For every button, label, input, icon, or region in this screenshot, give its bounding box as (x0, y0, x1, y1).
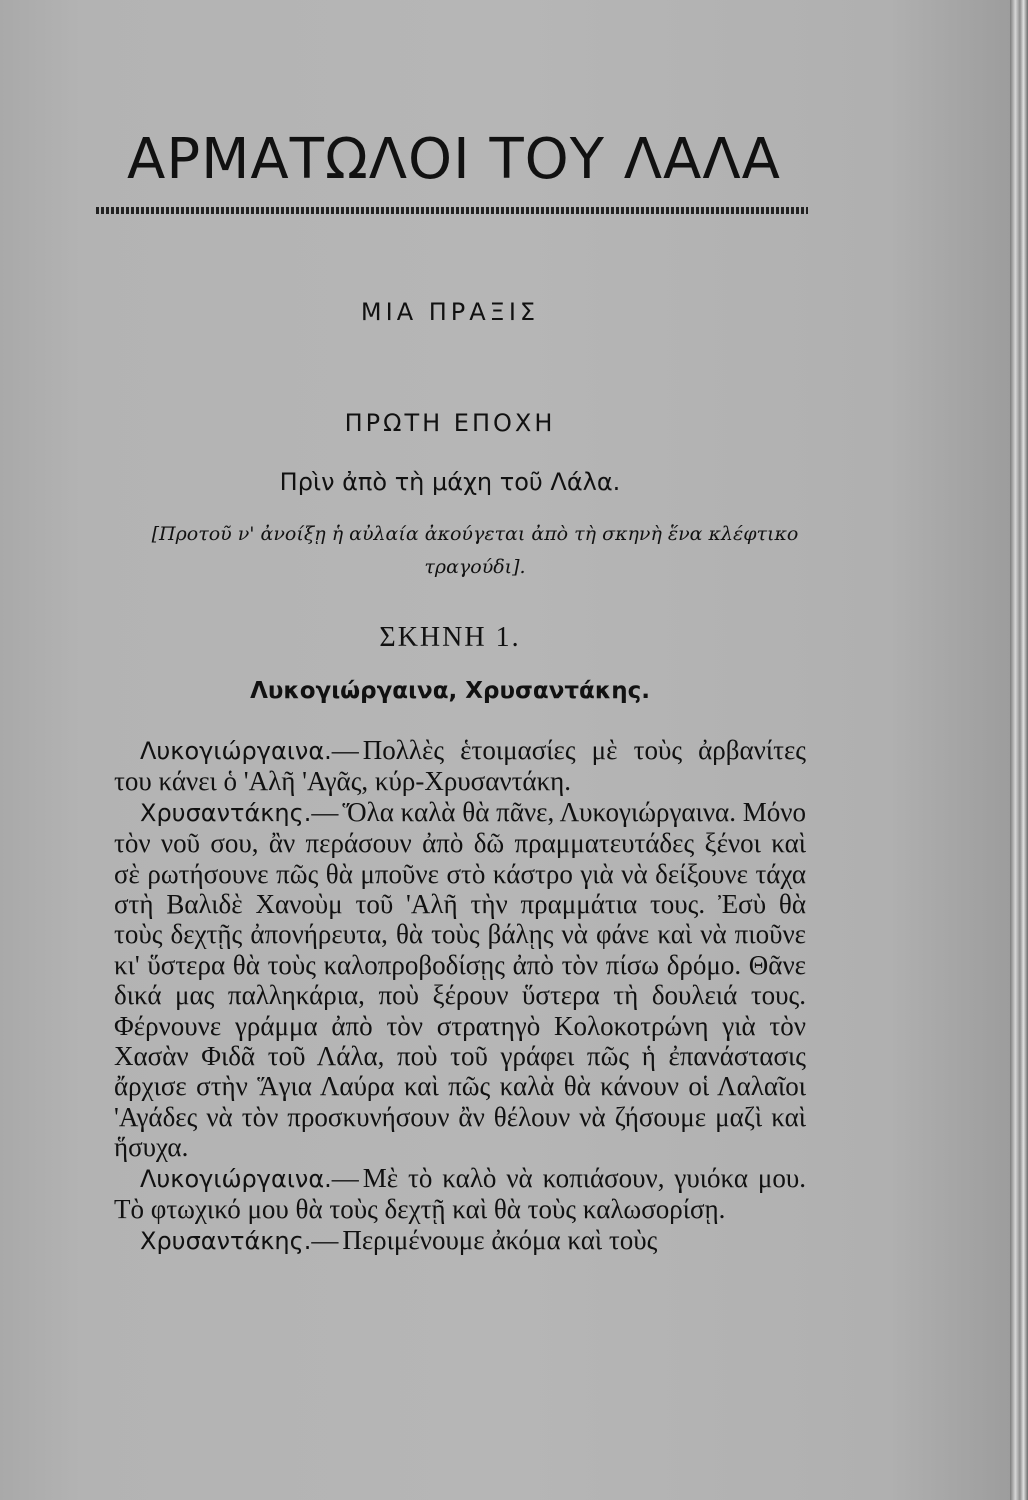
speaker-name: Λυκογιώργαινα. (140, 1164, 332, 1193)
scene-characters: Λυκογιώργαινα, Χρυσαντάκης. (250, 678, 650, 704)
dialogue-line (114, 1163, 806, 1225)
act-heading: ΜΙΑ ΠΡΑΞΙΣ (360, 298, 540, 326)
speech-dash: — (331, 735, 359, 765)
title-dotted-rule (96, 207, 808, 214)
dialogue-line (114, 797, 806, 1163)
speech-dash: — (311, 1224, 339, 1255)
speech-text: Μὲ τὸ καλὸ νὰ κοπιάσουν, γυιόκα μου. Τὸ φτωχικό μου θὰ τοὺς δεχτῇ καὶ θὰ τοὺς καλωσορίσῃ. (114, 1162, 806, 1225)
speech-dash: — (311, 796, 339, 827)
page-edge (1010, 0, 1028, 1500)
play-title: ΑΡΜΑΤΩΛΟΙ ΤΟΥ ΛΑΛΑ (127, 127, 781, 192)
speech-dash: — (331, 1162, 359, 1193)
epoch-heading: ΠΡΩΤΗ ΕΠΟΧΗ (344, 409, 556, 437)
speaker-name: Χρυσαντάκης. (140, 1226, 312, 1255)
dialogue-line (114, 1225, 806, 1256)
speech-text: Περιμένουμε ἀκόμα καὶ τοὺς (342, 1224, 658, 1255)
speaker-name: Λυκογιώργαινα. (140, 737, 332, 765)
speaker-name: Χρυσαντάκης. (140, 798, 312, 827)
stage-direction: [Προτοῦ ν' ἀνοίξῃ ἡ αὐλαία ἀκούγεται ἀπὸ τὴ σκηνὴ ἕνα κλέφτικο τραγούδι]. (151, 523, 799, 578)
epoch-subtitle: Πρὶν ἀπὸ τὴ μάχη τοῦ Λάλα. (279, 468, 621, 496)
scene-heading: ΣΚΗΝΗ 1. (379, 622, 521, 653)
speech-text: Πολλὲς ἑτοιμασίες μὲ τοὺς ἀρβανίτες του κάνει ὁ 'Αλῆ 'Αγᾶς, κύρ-Χρυσαντάκη. (114, 735, 806, 797)
dialogue-line (114, 735, 806, 797)
dialogue-body (114, 735, 806, 1256)
speech-text: Ὅλα καλὰ θὰ πᾶνε, Λυκογιώργαινα. Μόνο τὸν νοῦ σου, ἂν περάσουν ἀπὸ δῶ πραμματευτάδες ξένοι καὶ σὲ ρωτήσουνε πῶς θὰ μποῦνε στὸ κάστρο γιὰ νὰ δείξουνε τάχα στὴ Βαλιδὲ Χανοὺμ τοῦ 'Αλῆ τὴν πραμμάτια τους. Ἐσὺ θὰ τοὺς δεχτῇς ἀπονήρευτα, θὰ τοὺς βάλῃς νὰ φάνε καὶ νὰ πιοῦνε κι' ὕστερα θὰ τοὺς καλοπροβοδίσῃς ἀπὸ τὸν πίσω δρόμο. Θᾶνε δικά μας παλληκάρια, ποὺ ξέρουν ὕστερα τὴ δουλειά τους. Φέρνουνε γράμμα ἀπὸ τὸν στρατηγὸ Κολοκοτρώνη γιὰ τὸν Χασὰν Φιδᾶ τοῦ Λάλα, ποὺ τοῦ γράφει πῶς ἡ ἐπανάστασις ἄρχισε στὴν Ἅγια Λαύρα καὶ πῶς καλὰ θὰ κάνουν οἱ Λαλαῖοι 'Αγάδες νὰ τὸν προσκυνήσουν ἂν θέλουν νὰ ζήσουμε μαζὶ καὶ ἥσυχα. (114, 796, 806, 1163)
